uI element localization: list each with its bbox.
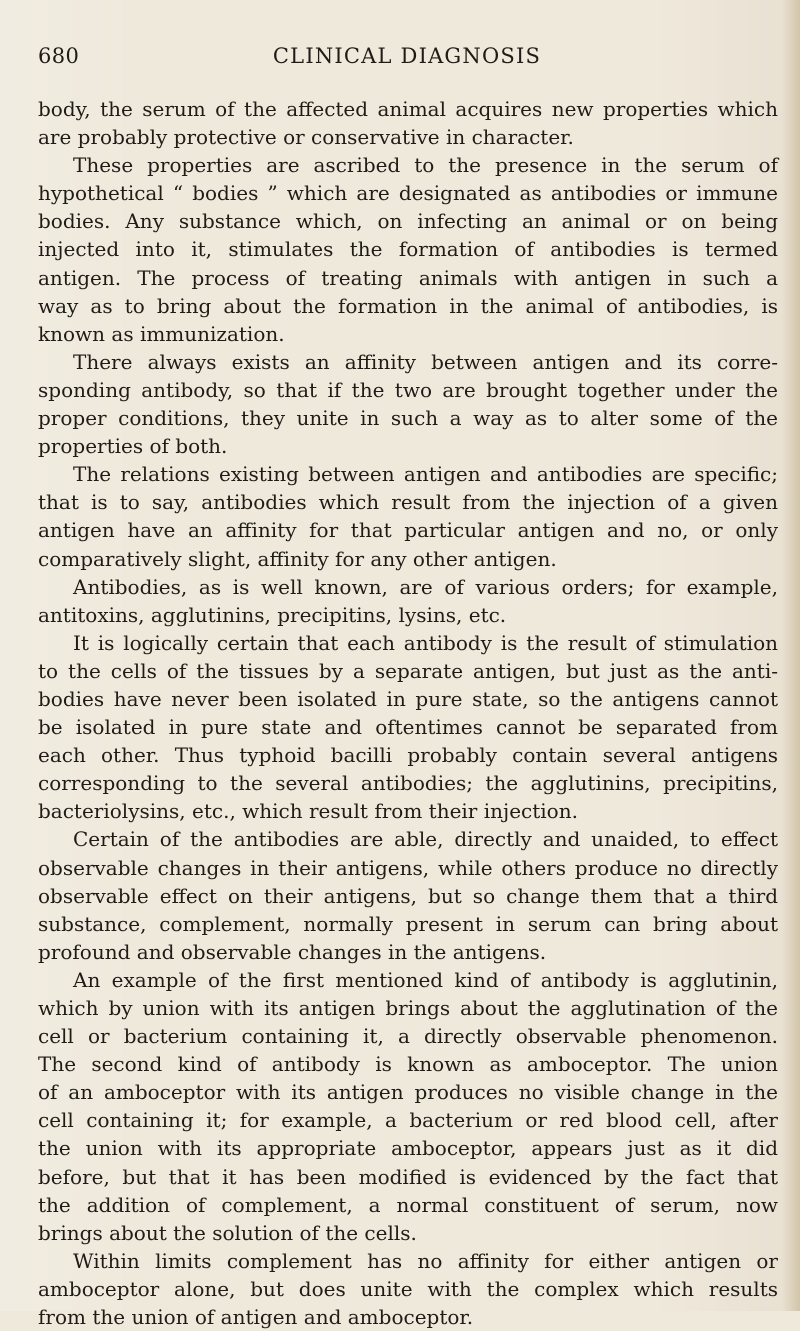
text-line: from the union of antigen and amboceptor. (38, 1305, 474, 1330)
text-line: to the cells of the tissues by a separate antigen, but just as the anti- (38, 658, 778, 683)
text-line: proper conditions, they unite in such a way as to alter some of the (38, 406, 778, 431)
text-line: hypothetical “ bodies ” which are designated as antibodies or immune (38, 181, 778, 206)
text-line: way as to bring about the formation in the animal of antibodies, is (38, 293, 778, 318)
text-line: which by union with its antigen brings about the agglutination of the (38, 996, 778, 1020)
text-line: of an amboceptor with its antigen produces no visible change in the (38, 1080, 778, 1105)
text-line: be isolated in pure state and oftentimes cannot be separated from (38, 715, 778, 740)
text-line: An example of the first mentioned kind of antibody is agglutinin, (73, 967, 778, 992)
text-line: profound and observable changes in the antigens. (38, 939, 547, 964)
text-line: Certain of the antibodies are able, directly and unaided, to effect (73, 827, 778, 852)
text-line: antigen have an affinity for that particular antigen and no, or only (38, 518, 778, 543)
text-line: antigen. The process of treating animals with antigen in such a (38, 265, 778, 290)
text-line: The relations existing between antigen and antibodies are specific; (73, 462, 778, 487)
text-line: that is to say, antibodies which result from the injection of a given (38, 490, 778, 515)
body-text (38, 95, 778, 1331)
text-line: bodies have never been isolated in pure state, so the antigens cannot (38, 686, 778, 711)
text-line: the addition of complement, a normal constituent of serum, now (38, 1192, 778, 1217)
text-line: bacteriolysins, etc., which result from their injection. (38, 799, 578, 824)
running-title: CLINICAL DIAGNOSIS (272, 44, 542, 68)
text-line: These properties are ascribed to the presence in the serum of (73, 153, 778, 178)
page-header (38, 44, 776, 78)
text-line: injected into it, stimulates the formation of antibodies is termed (38, 237, 778, 262)
text-line: There always exists an affinity between antigen and its corre- (73, 349, 778, 374)
text-line: amboceptor alone, but does unite with the complex which results (38, 1276, 778, 1301)
text-line: corresponding to the several antibodies; the agglutinins, precipitins, (38, 771, 778, 796)
text-line: before, but that it has been modified is evidenced by the fact that (38, 1164, 778, 1189)
text-line: observable effect on their antigens, but so change them that a third (38, 883, 778, 908)
text-line: body, the serum of the affected animal acquires new properties which (38, 97, 778, 121)
text-line: bodies. Any substance which, on infecting an animal or on being (38, 209, 778, 234)
text-line: sponding antibody, so that if the two are brought together under the (38, 377, 778, 402)
text-line: comparatively slight, affinity for any other antigen. (38, 546, 557, 571)
text-line: brings about the solution of the cells. (38, 1220, 417, 1245)
text-line: Antibodies, as is well known, are of various orders; for example, (73, 574, 778, 599)
text-line: cell containing it; for example, a bacterium or red blood cell, after (38, 1108, 778, 1133)
text-line: antitoxins, agglutinins, precipitins, lysins, etc. (38, 602, 507, 627)
text-line: properties of both. (38, 434, 228, 459)
page-number: 680 (38, 44, 80, 68)
text-line: observable changes in their antigens, while others produce no directly (38, 855, 778, 880)
text-line: substance, complement, normally present in serum can bring about (38, 911, 778, 936)
text-line: cell or bacterium containing it, a directly observable phenomenon. (38, 1024, 778, 1049)
text-line: each other. Thus typhoid bacilli probably contain several antigens (38, 743, 778, 768)
text-line: It is logically certain that each antibody is the result of stimulation (73, 630, 778, 655)
text-line: are probably protective or conservative in character. (38, 125, 574, 150)
text-line: Within limits complement has no affinity for either antigen or (73, 1248, 778, 1273)
text-line: the union with its appropriate amboceptor, appears just as it did (38, 1136, 778, 1161)
text-line: known as immunization. (38, 321, 285, 346)
text-line: The second kind of antibody is known as amboceptor. The union (38, 1052, 778, 1077)
page-edge-shadow (782, 0, 800, 1311)
